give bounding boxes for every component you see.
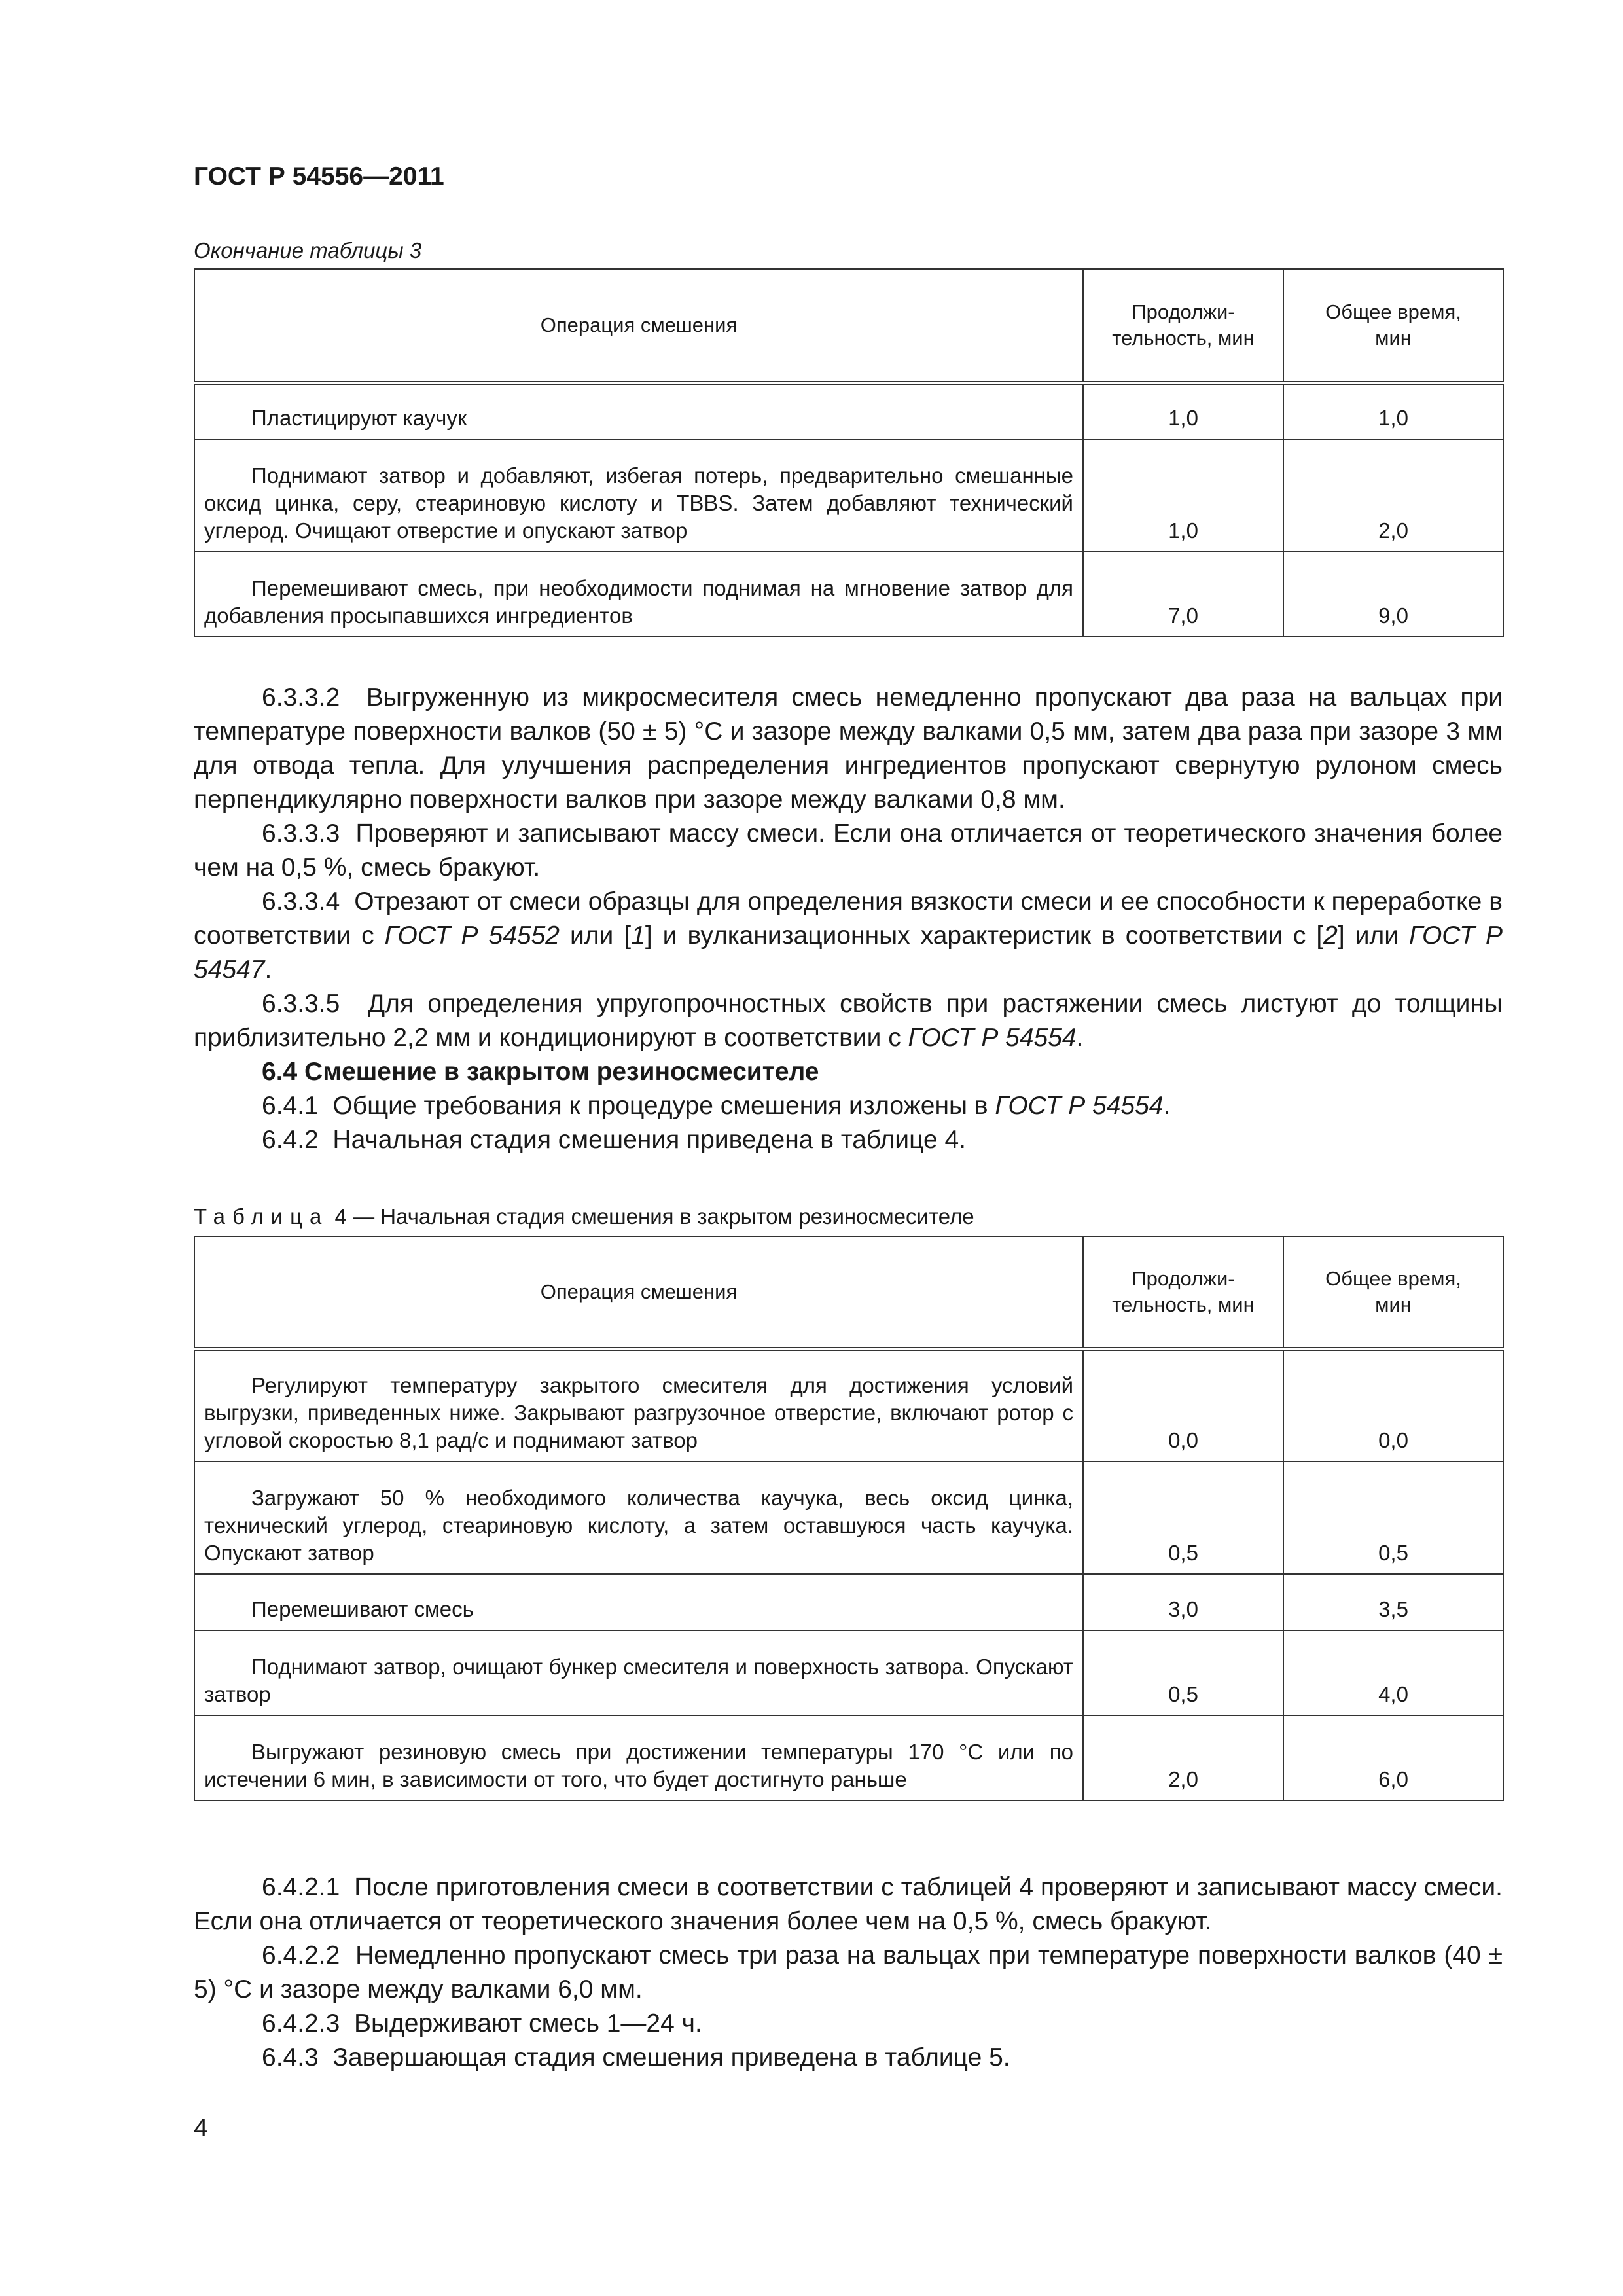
table-row xyxy=(194,1715,1503,1801)
page-number: 4 xyxy=(194,2114,208,2142)
paragraph-6-4-2: 6.4.2 Начальная стадия смешения приведена в таблице 4. xyxy=(262,1126,967,1154)
paragraph-6-4-2-3: 6.4.2.3 Выдерживают смесь 1—24 ч. xyxy=(262,2009,702,2037)
table-row xyxy=(194,1630,1503,1715)
table4-col-total: Общее время, мин xyxy=(1283,1236,1503,1349)
table-row xyxy=(194,439,1503,552)
duration-cell: 0,0 xyxy=(1083,1349,1283,1462)
total-cell: 2,0 xyxy=(1283,439,1503,552)
total-cell: 4,0 xyxy=(1283,1630,1503,1715)
duration-cell: 3,0 xyxy=(1083,1574,1283,1630)
ref-gost-54554: ГОСТ Р 54554 xyxy=(995,1092,1164,1120)
table3-header-row xyxy=(194,269,1503,383)
section-heading-6-4: 6.4 Смешение в закрытом резиносмесителе xyxy=(262,1058,819,1086)
table4 xyxy=(194,1236,1504,1801)
table-row xyxy=(194,1349,1503,1462)
table3-col-total: Общее время, мин xyxy=(1283,269,1503,383)
table3-caption: Окончание таблицы 3 xyxy=(194,238,422,262)
table3-col-operation: Операция смешения xyxy=(194,269,1083,383)
duration-cell: 2,0 xyxy=(1083,1715,1283,1801)
ref-gost-54552: ГОСТ Р 54552 xyxy=(384,922,560,950)
paragraph-6-3-3-5: 6.3.3.5 Для определения упругопрочностных свойств при растяжении смесь листуют до толщины приблизительно 2,2 мм и кондиционируют в соответствии с ГОСТ Р 54554. xyxy=(194,990,1503,1052)
operation-cell: Загружают 50 % необходимого количества каучука, весь оксид цинка, технический углерод, стеариновую кислоту, а затем оставшуюся часть каучука. Опускают затвор xyxy=(194,1462,1083,1574)
paragraph-6-4-2-1: 6.4.2.1 После приготовления смеси в соответствии с таблицей 4 проверяют и записывают массу смеси. Если она отличается от теоретического значения более чем на 0,5 %, смесь бракуют. xyxy=(194,1873,1503,1935)
paragraph-6-3-3-2: 6.3.3.2 Выгруженную из микросмесителя смесь немедленно пропускают два раза на вальцах при температуре поверхности валков (50 ± 5) °С и зазоре между валками 0,5 мм, затем два раза при зазоре 3 мм для отвода тепла. Для улучшения распределения ингредиентов пропускают свернутую рулоном смесь перпендикулярно поверхности валков при зазоре между валками 0,8 мм. xyxy=(194,683,1503,814)
ref-gost-54554: ГОСТ Р 54554 xyxy=(908,1024,1077,1052)
paragraph-6-3-3-3: 6.3.3.3 Проверяют и записывают массу смеси. Если она отличается от теоретического значения более чем на 0,5 %, смесь бракуют. xyxy=(194,819,1503,882)
table4-caption: Таблица 4 — Начальная стадия смешения в закрытом резиносмесителе xyxy=(194,1204,974,1229)
total-cell: 9,0 xyxy=(1283,552,1503,637)
total-cell: 0,0 xyxy=(1283,1349,1503,1462)
table3 xyxy=(194,268,1504,637)
table3-col-duration: Продолжи- тельность, мин xyxy=(1083,269,1283,383)
operation-cell: Перемешивают смесь, при необходимости поднимая на мгновение затвор для добавления просыпавшихся ингредиентов xyxy=(194,552,1083,637)
duration-cell: 0,5 xyxy=(1083,1462,1283,1574)
ref-gost-54547: ГОСТ Р 54547 xyxy=(194,922,1503,984)
operation-cell: Перемешивают смесь xyxy=(194,1574,1083,1630)
duration-cell: 1,0 xyxy=(1083,383,1283,439)
total-cell: 0,5 xyxy=(1283,1462,1503,1574)
duration-cell: 0,5 xyxy=(1083,1630,1283,1715)
section-6-3-3 xyxy=(194,681,1503,1157)
operation-cell: Регулируют температуру закрытого смесителя для достижения условий выгрузки, приведенных ниже. Закрывают разгрузочное отверстие, включают ротор с угловой скоростью 8,1 рад/с и поднимают затвор xyxy=(194,1349,1083,1462)
total-cell: 3,5 xyxy=(1283,1574,1503,1630)
ref-1: 1 xyxy=(631,922,645,950)
duration-cell: 1,0 xyxy=(1083,439,1283,552)
ref-2: 2 xyxy=(1323,922,1338,950)
operation-cell: Поднимают затвор и добавляют, избегая потерь, предварительно смешанные оксид цинка, серу, стеариновую кислоту и TBBS. Затем добавляют технический углерод. Очищают отверстие и опускают затвор xyxy=(194,439,1083,552)
table4-col-operation: Операция смешения xyxy=(194,1236,1083,1349)
operation-cell: Выгружают резиновую смесь при достижении температуры 170 °С или по истечении 6 мин, в зависимости от того, что будет достигнуто раньше xyxy=(194,1715,1083,1801)
paragraph-6-4-1: 6.4.1 Общие требования к процедуре смешения изложены в ГОСТ Р 54554. xyxy=(262,1092,1171,1120)
paragraph-6-4-3: 6.4.3 Завершающая стадия смешения приведена в таблице 5. xyxy=(262,2043,1010,2072)
table4-col-duration: Продолжи- тельность, мин xyxy=(1083,1236,1283,1349)
table-row xyxy=(194,383,1503,439)
paragraph-6-3-3-4: 6.3.3.4 Отрезают от смеси образцы для определения вязкости смеси и ее способности к переработке в соответствии с ГОСТ Р 54552 или [1] и вулканизационных характеристик в соответствии с [2] или ГОСТ Р 54547. xyxy=(194,888,1503,984)
operation-cell: Пластицируют каучук xyxy=(194,383,1083,439)
duration-cell: 7,0 xyxy=(1083,552,1283,637)
section-6-4-2 xyxy=(194,1871,1503,2075)
table-row xyxy=(194,1574,1503,1630)
paragraph-6-4-2-2: 6.4.2.2 Немедленно пропускают смесь три раза на вальцах при температуре поверхности валков (40 ± 5) °С и зазоре между валками 6,0 мм. xyxy=(194,1941,1503,2003)
table4-caption-label: Таблица xyxy=(194,1204,329,1229)
table-row xyxy=(194,552,1503,637)
total-cell: 1,0 xyxy=(1283,383,1503,439)
total-cell: 6,0 xyxy=(1283,1715,1503,1801)
operation-cell: Поднимают затвор, очищают бункер смесителя и поверхность затвора. Опускают затвор xyxy=(194,1630,1083,1715)
table-row xyxy=(194,1462,1503,1574)
document-id: ГОСТ Р 54556—2011 xyxy=(194,162,444,190)
table4-header-row xyxy=(194,1236,1503,1349)
